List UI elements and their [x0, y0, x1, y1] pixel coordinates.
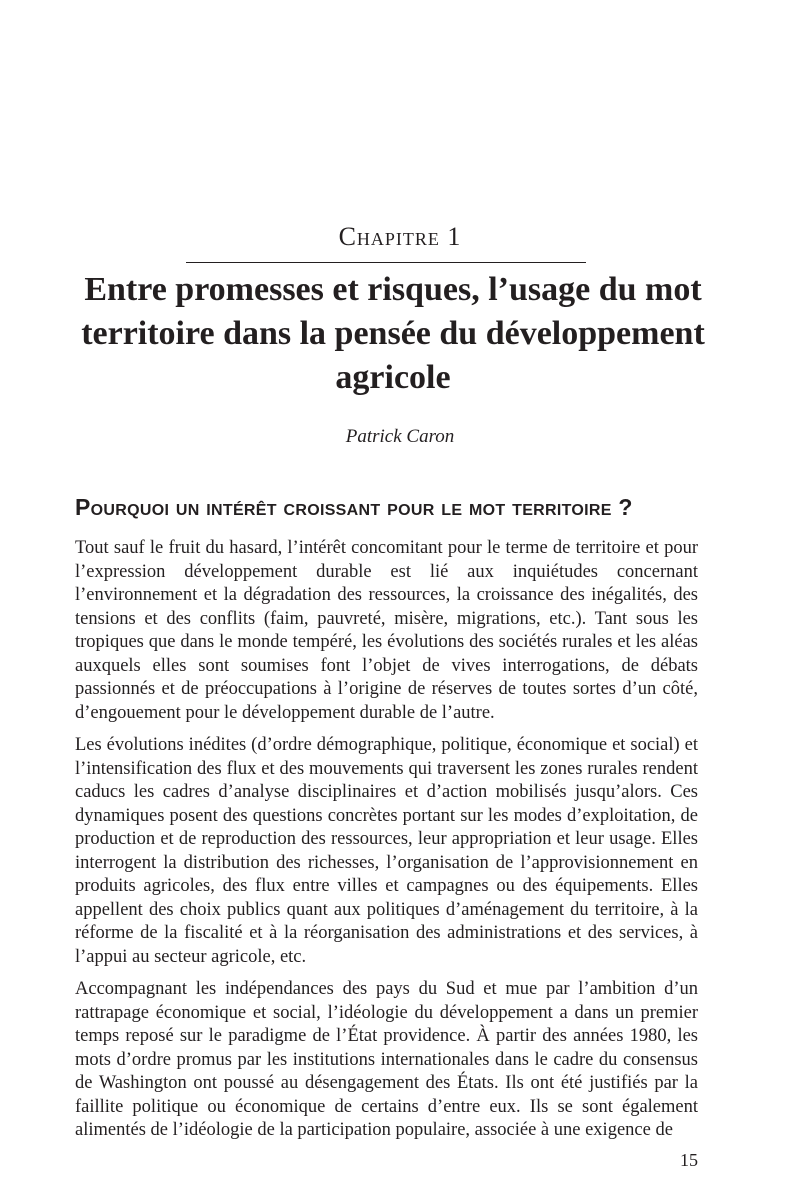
- chapter-title: Entre promesses et risques, l’usage du mot territoire dans la pensée du développement agricole: [81, 271, 705, 396]
- paragraph: Les évolutions inédites (d’ordre démographique, politique, économique et social) et l’intensification des flux et des mouvements qui traversent les zones rurales rendent caducs les cadres d’analyse disciplinaires et d’action mobilisés jusqu’alors. Ces dynamiques posent des questions concrètes portant sur les modes d’exploitation, de production et de reproduction des ressources, leur appropriation et leur usage. Elles interrogent la distribution des richesses, l’organisation de l’approvisionnement en produits agricoles, des flux entre villes et campagnes ou des équipements. Elles appellent des choix publics quant aux politiques d’aménagement du territoire, à la réforme de la fiscalité et à la réorganisation des administrations et des services, à l’appui au secteur agricole, etc.: [75, 735, 698, 967]
- paragraph: Accompagnant les indépendances des pays du Sud et mue par l’ambition d’un rattrapage économique et social, l’idéologie du développement a dans un premier temps reposé sur le paradigme de l’État providence. À partir des années 1980, les mots d’ordre promus par les institutions internationales dans le cadre du consensus de Washington ont poussé au désengagement des États. Ils ont été justifiés par la faillite politique ou économique de certains d’entre eux. Ils se sont également alimentés de l’idéologie de la participation populaire, associée à une exigence de: [75, 979, 698, 1140]
- page-number: 15: [680, 1150, 698, 1170]
- paragraph: Tout sauf le fruit du hasard, l’intérêt concomitant pour le terme de territoire et pour l’expression développement durable est lié aux inquiétudes concernant l’environnement et la dégradation des ressources, la croissance des inégalités, des tensions et des conflits (faim, pauvreté, misère, migrations, etc.). Tant sous les tropiques que dans le monde tempéré, les évolutions des sociétés rurales et les aléas auxquels elles sont soumises font l’objet de vives interrogations, de débats passionnés et de préoccupations à l’origine de réserves de toutes sortes d’un côté, d’engouement pour le développement durable de l’autre.: [75, 538, 698, 723]
- chapter-label: Chapitre 1: [338, 222, 462, 251]
- author-name: Patrick Caron: [345, 426, 455, 447]
- body-text: [75, 537, 698, 1152]
- section-heading: Pourquoi un intérêt croissant pour le mot territoire ?: [75, 494, 633, 520]
- chapter-rule: [186, 262, 586, 263]
